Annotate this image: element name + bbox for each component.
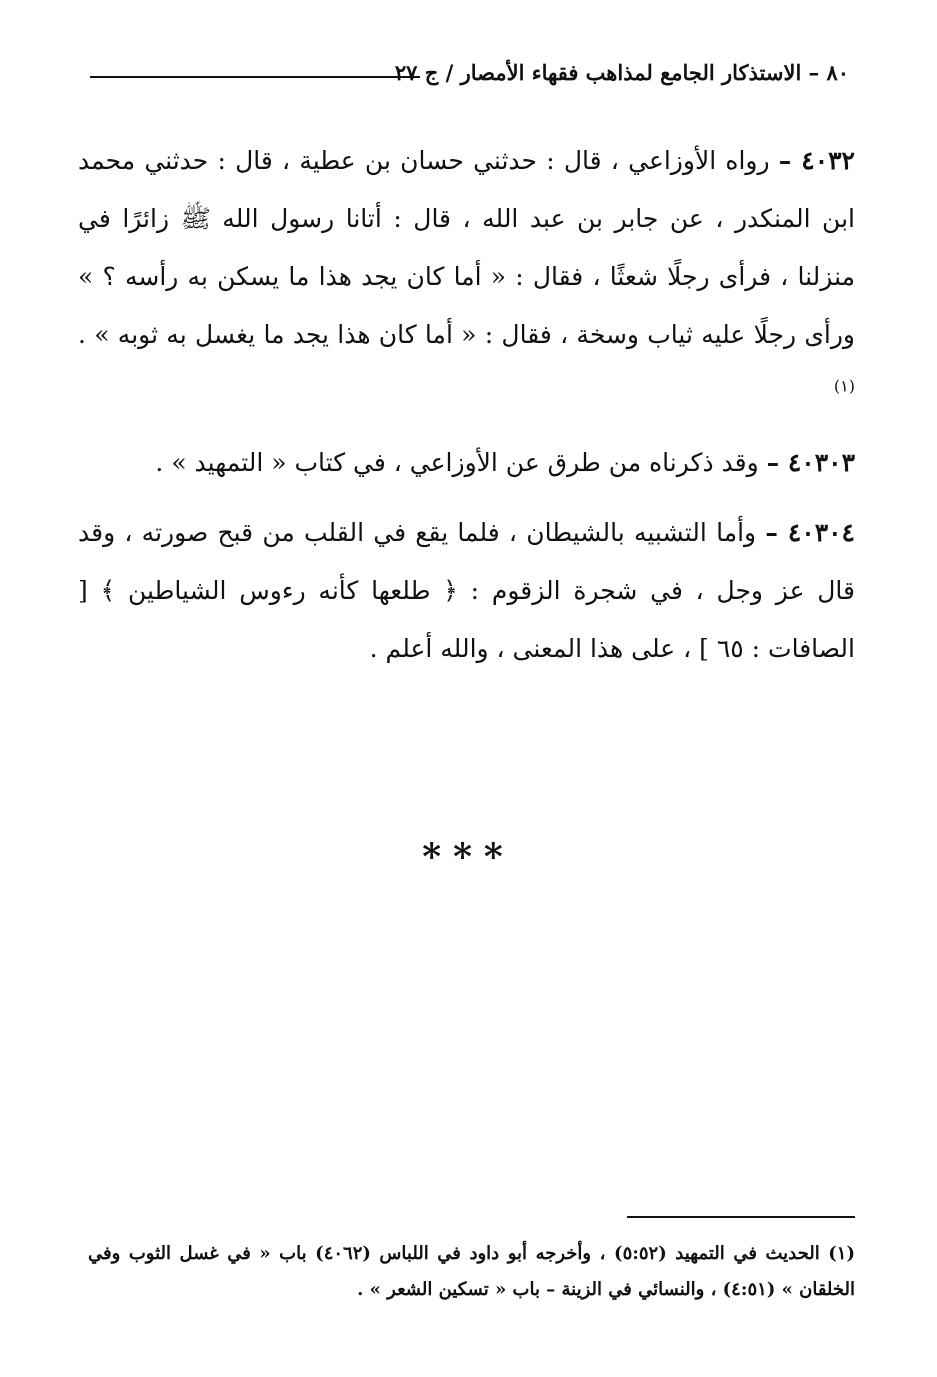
footnote-1: (١) الحديث في التمهيد (٥:٥٢) ، وأخرجه أبو داود في اللباس (٤٠٦٢) باب « في غسل الثوب وفي الخلقان » (٤:٥١) ، والنسائي في الزينة – باب « تسكين الشعر » . [88,1243,855,1300]
paragraph-40304 [78,504,855,678]
footnote-reference[interactable]: (١) [833,376,855,396]
section-separator: *** [422,836,515,878]
page-header [90,56,849,90]
main-text [78,132,855,690]
paragraph-text: وقد ذكرناه من طرق عن الأوزاعي ، في كتاب « التمهيد » . [155,448,759,477]
running-head: ٨٠ – الاستذكار الجامع لمذاهب فقهاء الأمصار / ج ٢٧ [394,60,849,85]
paragraph-number: ٤٠٣٢ – [778,146,855,175]
paragraph-text: وأما التشبيه بالشيطان ، فلما يقع في القلب من قبح صورته ، وقد قال عز وجل ، في شجرة الزقوم : ﴿ طلعها كأنه رءوس الشياطين ﴾ [ الصافات : ٦٥ ] ، على هذا المعنى ، والله أعلم . [78,518,855,663]
paragraph-4032 [78,132,855,422]
header-rule [90,76,420,78]
paragraph-text: رواه الأوزاعي ، قال : حدثني حسان بن عطية ، قال : حدثني محمد ابن المنكدر ، عن جابر بن عبد الله ، قال : أتانا رسول الله ﷺ زائرًا في منزلنا ، فرأى رجلًا شعثًا ، فقال : « أما كان يجد هذا ما يسكن به رأسه ؟ » ورأى رجلًا عليه ثياب وسخة ، فقال : « أما كان هذا يجد ما يغسل به ثوبه » . [78,146,855,349]
paragraph-number: ٤٠٣٠٣ – [766,448,855,477]
footnotes [88,1236,855,1308]
paragraph-number: ٤٠٣٠٤ – [765,518,855,547]
footnote-rule [627,1216,855,1218]
paragraph-40303 [78,434,855,492]
